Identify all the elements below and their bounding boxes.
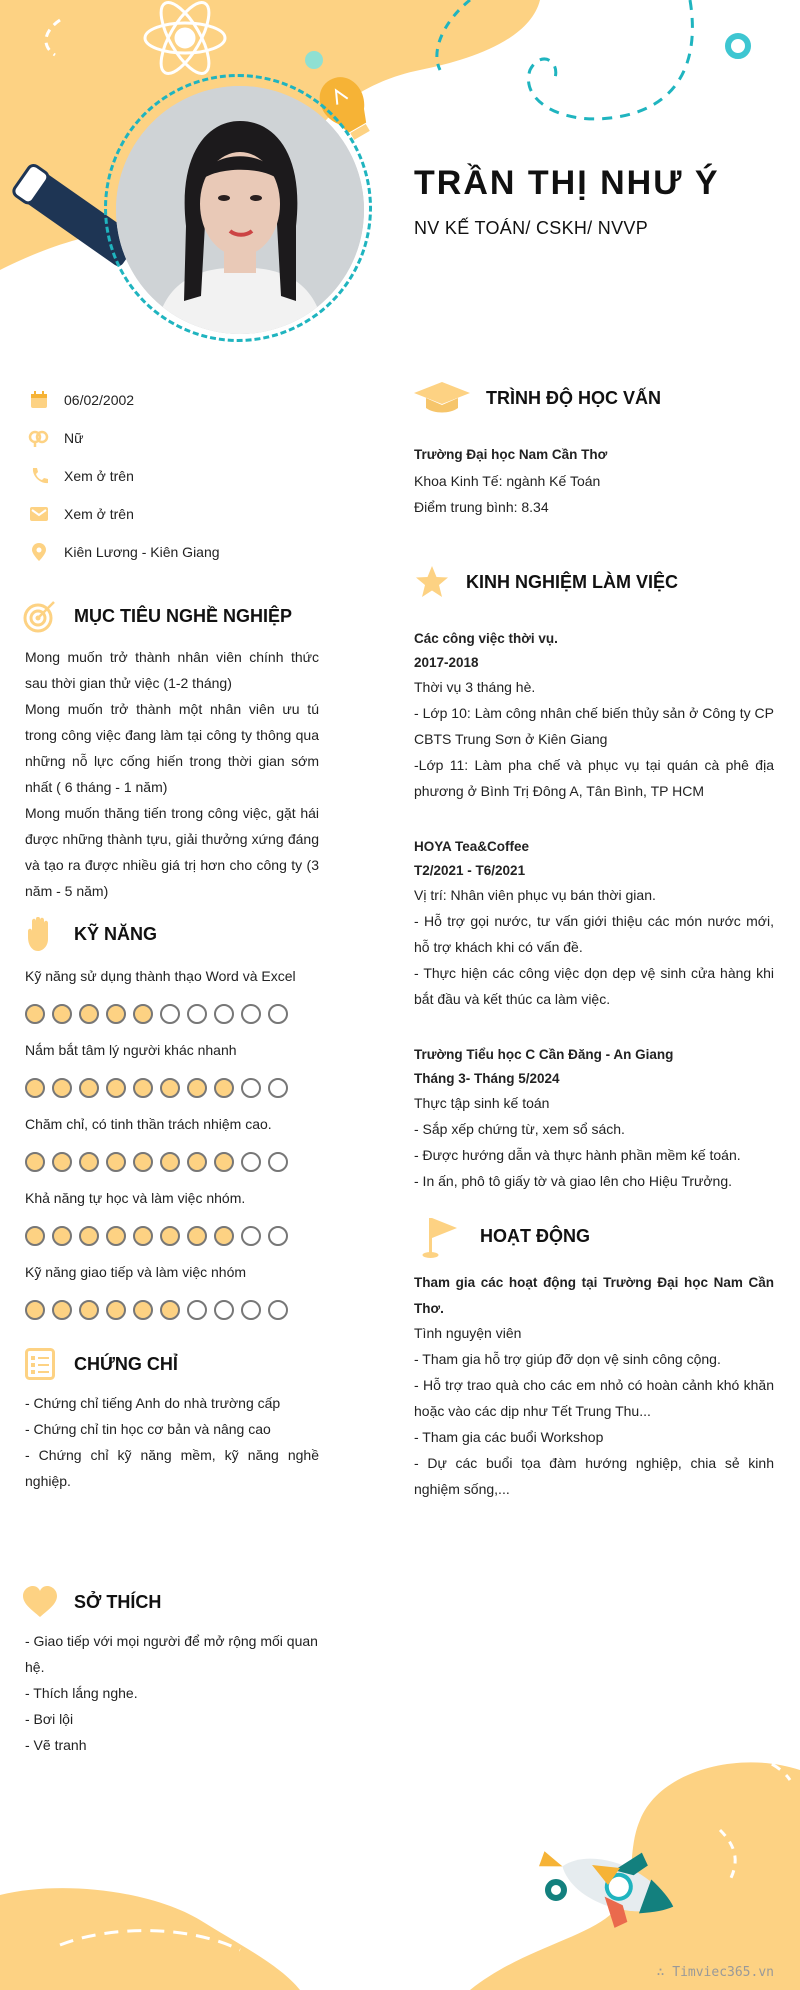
skill-label: Nắm bắt tâm lý người khác nhanh	[25, 1042, 237, 1058]
rating-dot-empty	[241, 1004, 261, 1024]
job-period: 2017-2018	[414, 655, 479, 670]
activities-heading	[414, 1218, 590, 1254]
experience-heading-label: KINH NGHIỆM LÀM VIỆC	[466, 571, 679, 592]
hand-icon	[22, 916, 58, 952]
email-text: Xem ở trên	[64, 506, 134, 522]
objective-heading-label: MỤC TIÊU NGHỀ NGHIỆP	[74, 605, 293, 626]
email-icon	[28, 503, 50, 525]
birthdate-text: 06/02/2002	[64, 392, 135, 408]
hobbies-heading-label: SỞ THÍCH	[74, 1591, 162, 1612]
rating-dot-filled	[106, 1226, 126, 1246]
rating-dot-empty	[241, 1300, 261, 1320]
rating-dot-filled	[133, 1226, 153, 1246]
star-icon	[414, 564, 450, 600]
profile-photo	[116, 86, 364, 334]
rating-dot-filled	[160, 1300, 180, 1320]
rating-dot-filled	[187, 1226, 207, 1246]
candidate-name: TRẦN THỊ NHƯ Ý	[414, 164, 720, 202]
info-email	[28, 502, 134, 526]
location-text: Kiên Lương - Kiên Giang	[64, 544, 220, 560]
phone-icon	[28, 465, 50, 487]
certificates-heading	[22, 1346, 178, 1382]
rating-dot-filled	[187, 1078, 207, 1098]
objective-heading	[22, 598, 292, 634]
education-heading	[414, 380, 661, 416]
rating-dot-filled	[79, 1226, 99, 1246]
skill-rating	[25, 1004, 288, 1024]
rating-dot-filled	[25, 1152, 45, 1172]
rating-dot-empty	[268, 1078, 288, 1098]
rating-dot-filled	[214, 1078, 234, 1098]
rating-dot-filled	[25, 1300, 45, 1320]
rating-dot-empty	[241, 1078, 261, 1098]
rating-dot-empty	[268, 1152, 288, 1172]
skill-rating	[25, 1226, 288, 1246]
rating-dot-filled	[160, 1226, 180, 1246]
rating-dot-filled	[160, 1152, 180, 1172]
graduation-cap-icon	[414, 380, 470, 416]
job-company: HOYA Tea&Coffee	[414, 839, 530, 854]
rating-dot-empty	[214, 1300, 234, 1320]
rating-dot-filled	[79, 1004, 99, 1024]
activities-text: Tình nguyện viên - Tham gia hỗ trợ giúp đỡ dọn vệ sinh công cộng. - Hỗ trợ trao quà cho các em nhỏ có hoàn cảnh khó khăn hoặc vào các dịp như Tết Trung Thu... - Tham gia các buổi Workshop - Dự các buổi tọa đàm hướng nghiệp, chia sẻ kinh nghiệm sống,...	[414, 1325, 774, 1497]
skill-rating	[25, 1152, 288, 1172]
skills-heading	[22, 916, 157, 952]
rating-dot-filled	[214, 1152, 234, 1172]
target-icon	[22, 598, 58, 634]
hobbies-text: - Giao tiếp với mọi người để mở rộng mối quan hệ. - Thích lắng nghe. - Bơi lội - Vẽ tranh	[25, 1633, 318, 1753]
job-period: Tháng 3- Tháng 5/2024	[414, 1071, 560, 1086]
hobbies-heading	[22, 1584, 161, 1620]
rating-dot-filled	[52, 1226, 72, 1246]
certificates-text: - Chứng chỉ tiếng Anh do nhà trường cấp - Chứng chỉ tin học cơ bản và nâng cao - Chứng chỉ kỹ năng mềm, kỹ năng nghề nghiệp.	[25, 1395, 319, 1489]
rating-dot-empty	[187, 1300, 207, 1320]
info-birthdate	[28, 388, 134, 412]
rating-dot-filled	[52, 1300, 72, 1320]
info-gender	[28, 426, 83, 450]
rating-dot-filled	[52, 1152, 72, 1172]
rating-dot-empty	[214, 1004, 234, 1024]
watermark: ∴ Timviec365.vn	[656, 1965, 774, 1980]
phone-text: Xem ở trên	[64, 468, 134, 484]
activities-heading-label: HOẠT ĐỘNG	[480, 1225, 590, 1246]
rating-dot-filled	[79, 1078, 99, 1098]
gender-icon	[28, 427, 50, 449]
heart-icon	[22, 1584, 58, 1620]
skill-label: Kỹ năng sử dụng thành thạo Word và Excel	[25, 968, 296, 984]
rating-dot-empty	[268, 1300, 288, 1320]
rating-dot-filled	[214, 1226, 234, 1246]
education-school: Trường Đại học Nam Cần Thơ	[414, 447, 608, 462]
skill-rating	[25, 1300, 288, 1320]
footer-decoration	[0, 1740, 800, 1990]
skill-rating	[25, 1078, 288, 1098]
flag-icon	[414, 1218, 464, 1254]
education-details: Khoa Kinh Tế: ngành Kế Toán Điểm trung bình: 8.34	[414, 473, 601, 515]
rating-dot-filled	[133, 1004, 153, 1024]
job-company: Trường Tiểu học C Cần Đăng - An Giang	[414, 1047, 674, 1062]
education-heading-label: TRÌNH ĐỘ HỌC VẤN	[486, 387, 661, 408]
activities-title: Tham gia các hoạt động tại Trường Đại học Nam Cần Thơ.	[414, 1275, 774, 1316]
rating-dot-filled	[52, 1078, 72, 1098]
rating-dot-filled	[187, 1152, 207, 1172]
calendar-icon	[28, 389, 50, 411]
rating-dot-filled	[106, 1078, 126, 1098]
rating-dot-filled	[106, 1004, 126, 1024]
rating-dot-filled	[106, 1300, 126, 1320]
candidate-title: NV KẾ TOÁN/ CSKH/ NVVP	[414, 218, 648, 238]
certificates-heading-label: CHỨNG CHỈ	[74, 1353, 178, 1374]
rating-dot-filled	[106, 1152, 126, 1172]
rating-dot-filled	[25, 1004, 45, 1024]
job-details: Vị trí: Nhân viên phục vụ bán thời gian. - Hỗ trợ gọi nước, tư vấn giới thiệu các món nước mới, hỗ trợ khách khi có vấn đề. - Thực hiện các công việc dọn dẹp vệ sinh cửa hàng khi bắt đầu và kết thúc ca làm việc.	[414, 887, 774, 1007]
rating-dot-filled	[25, 1226, 45, 1246]
rating-dot-empty	[268, 1226, 288, 1246]
rating-dot-empty	[160, 1004, 180, 1024]
rating-dot-empty	[268, 1004, 288, 1024]
rating-dot-empty	[187, 1004, 207, 1024]
objective-text: Mong muốn trở thành nhân viên chính thức sau thời gian thử việc (1-2 tháng) Mong muốn trở thành một nhân viên ưu tú trong công việc đang làm tại công ty thông qua những nỗ lực cống hiến trong thời gian sớm nhất ( 6 tháng - 1 năm) Mong muốn thăng tiến trong công việc, gặt hái được những thành tựu, giải thưởng xứng đáng và tạo ra được nhiều giá trị hơn cho công ty (3 năm - 5 năm)	[25, 649, 319, 899]
job-details: Thời vụ 3 tháng hè. - Lớp 10: Làm công nhân chế biến thủy sản ở Công ty CP CBTS Trung Sơn ở Kiên Giang -Lớp 11: Làm pha chế và phục vụ tại quán cà phê địa phương ở Bình Trị Đông A, Tân Bình, TP HCM	[414, 679, 774, 799]
certificate-icon	[22, 1346, 58, 1382]
job-details: Thực tập sinh kế toán - Sắp xếp chứng từ, xem sổ sách. - Được hướng dẫn và thực hành phần mềm kế toán. - In ấn, phô tô giấy tờ và giao lên cho Hiệu Trưởng.	[414, 1095, 741, 1189]
location-icon	[28, 541, 50, 563]
rating-dot-filled	[79, 1300, 99, 1320]
info-location	[28, 540, 220, 564]
skill-label: Chăm chỉ, có tinh thần trách nhiệm cao.	[25, 1116, 272, 1132]
job-period: T2/2021 - T6/2021	[414, 863, 526, 878]
skill-label: Kỹ năng giao tiếp và làm việc nhóm	[25, 1264, 247, 1280]
rating-dot-filled	[133, 1078, 153, 1098]
skill-label: Khả năng tự học và làm việc nhóm.	[25, 1190, 246, 1206]
info-phone	[28, 464, 134, 488]
experience-heading	[414, 564, 678, 600]
rating-dot-filled	[79, 1152, 99, 1172]
rating-dot-filled	[133, 1300, 153, 1320]
rating-dot-empty	[241, 1152, 261, 1172]
rating-dot-filled	[52, 1004, 72, 1024]
skills-heading-label: KỸ NĂNG	[74, 923, 158, 944]
rating-dot-filled	[133, 1152, 153, 1172]
rating-dot-filled	[25, 1078, 45, 1098]
gender-text: Nữ	[64, 430, 84, 446]
rating-dot-empty	[241, 1226, 261, 1246]
job-company: Các công việc thời vụ.	[414, 631, 558, 646]
rating-dot-filled	[160, 1078, 180, 1098]
